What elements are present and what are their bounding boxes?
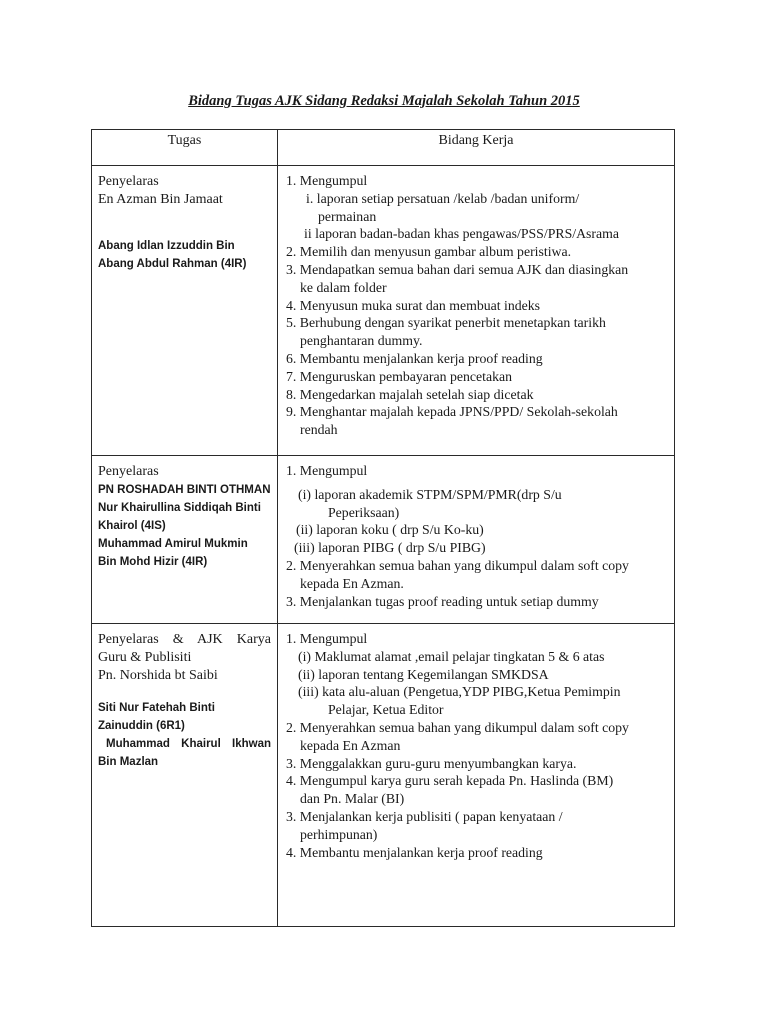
- student-name: Muhammad Khairul Ikhwan: [106, 738, 271, 750]
- list-item: Peperiksaan): [328, 504, 400, 520]
- list-item: 4. Mengumpul karya guru serah kepada Pn. Haslinda (BM): [286, 773, 614, 789]
- student-name: Zainuddin (6R1): [98, 720, 185, 732]
- list-item: 1. Mengumpul: [286, 463, 368, 478]
- list-item: 3. Menjalankan tugas proof reading untuk setiap dummy: [286, 593, 599, 609]
- list-item: rendah: [300, 422, 338, 438]
- student-name: Nur Khairullina Siddiqah Binti: [98, 502, 261, 514]
- table-row: [92, 166, 675, 456]
- tugas-cell: [92, 456, 278, 624]
- list-item: penghantaran dummy.: [300, 333, 423, 349]
- list-item: 3. Menjalankan kerja publisiti ( papan kenyataan /: [286, 808, 563, 824]
- teacher-name: En Azman Bin Jamaat: [98, 192, 223, 207]
- student-name: Abang Idlan Izzuddin Bin: [98, 240, 235, 252]
- list-item: 1. Mengumpul: [286, 631, 368, 646]
- list-item: 3. Mendapatkan semua bahan dari semua AJK dan diasingkan: [286, 261, 629, 277]
- student-name: Khairol (4IS): [98, 520, 166, 532]
- list-item: 3. Menggalakkan guru-guru menyumbangkan karya.: [286, 755, 577, 771]
- list-item: 4. Menyusun muka surat dan membuat indeks: [286, 297, 541, 313]
- student-name: Muhammad Amirul Mukmin: [98, 538, 248, 550]
- student-name: Abang Abdul Rahman (4IR): [98, 258, 247, 270]
- student-name: Siti Nur Fatehah Binti: [98, 702, 215, 714]
- header-bidang-kerja: Bidang Kerja: [278, 130, 675, 166]
- tugas-cell: [92, 166, 278, 456]
- list-item: perhimpunan): [300, 826, 378, 842]
- role-label: Guru & Publisiti: [98, 650, 192, 665]
- student-name: Bin Mazlan: [98, 756, 159, 768]
- list-item: 2. Menyerahkan semua bahan yang dikumpul dalam soft copy: [286, 719, 629, 735]
- table-row: [92, 456, 675, 624]
- list-item: 6. Membantu menjalankan kerja proof reading: [286, 350, 543, 366]
- list-item: (i) laporan akademik STPM/SPM/PMR(drp S/u: [298, 486, 562, 502]
- teacher-name: Pn. Norshida bt Saibi: [98, 668, 218, 683]
- list-item: (iii) kata alu-aluan (Pengetua,YDP PIBG,Ketua Pemimpin: [298, 684, 621, 700]
- header-tugas: Tugas: [92, 130, 278, 166]
- table-row: [92, 624, 675, 927]
- role-label: Penyelaras & AJK Karya: [98, 632, 271, 647]
- list-item: (ii) laporan tentang Kegemilangan SMKDSA: [298, 666, 549, 682]
- bidang-kerja-cell: [278, 166, 675, 456]
- list-item: permainan: [318, 208, 377, 224]
- bidang-kerja-cell: [278, 456, 675, 624]
- list-item: ke dalam folder: [300, 279, 387, 295]
- list-item: 9. Menghantar majalah kepada JPNS/PPD/ Sekolah-sekolah: [286, 404, 618, 420]
- list-item: dan Pn. Malar (BI): [300, 791, 405, 807]
- list-item: kepada En Azman: [300, 737, 401, 753]
- list-item: (i) Maklumat alamat ,email pelajar tingkatan 5 & 6 atas: [298, 648, 605, 664]
- duty-table: [91, 129, 675, 927]
- list-item: 2. Menyerahkan semua bahan yang dikumpul dalam soft copy: [286, 557, 629, 573]
- list-item: 2. Memilih dan menyusun gambar album peristiwa.: [286, 244, 572, 260]
- list-item: i. laporan setiap persatuan /kelab /badan uniform/: [306, 190, 580, 206]
- list-item: 1. Mengumpul: [286, 173, 368, 188]
- list-item: 5. Berhubung dengan syarikat penerbit menetapkan tarikh: [286, 315, 606, 331]
- tugas-cell: [92, 624, 278, 927]
- document-title: Bidang Tugas AJK Sidang Redaksi Majalah Sekolah Tahun 2015: [188, 93, 580, 109]
- list-item: kepada En Azman.: [300, 575, 404, 591]
- list-item: 7. Menguruskan pembayaran pencetakan: [286, 368, 513, 384]
- list-item: 8. Mengedarkan majalah setelah siap dicetak: [286, 386, 534, 402]
- role-label: Penyelaras: [98, 464, 159, 479]
- list-item: (iii) laporan PIBG ( drp S/u PIBG): [294, 540, 486, 556]
- student-name: Bin Mohd Hizir (4IR): [98, 556, 208, 568]
- list-item: Pelajar, Ketua Editor: [328, 702, 444, 718]
- coordinator-name: PN ROSHADAH BINTI OTHMAN: [98, 484, 271, 496]
- list-item: 4. Membantu menjalankan kerja proof reading: [286, 844, 543, 860]
- list-item: ii laporan badan-badan khas pengawas/PSS/PRS/Asrama: [304, 226, 619, 242]
- bidang-kerja-cell: [278, 624, 675, 927]
- role-label: Penyelaras: [98, 174, 159, 189]
- header-row: [92, 130, 675, 166]
- list-item: (ii) laporan koku ( drp S/u Ko-ku): [296, 522, 484, 538]
